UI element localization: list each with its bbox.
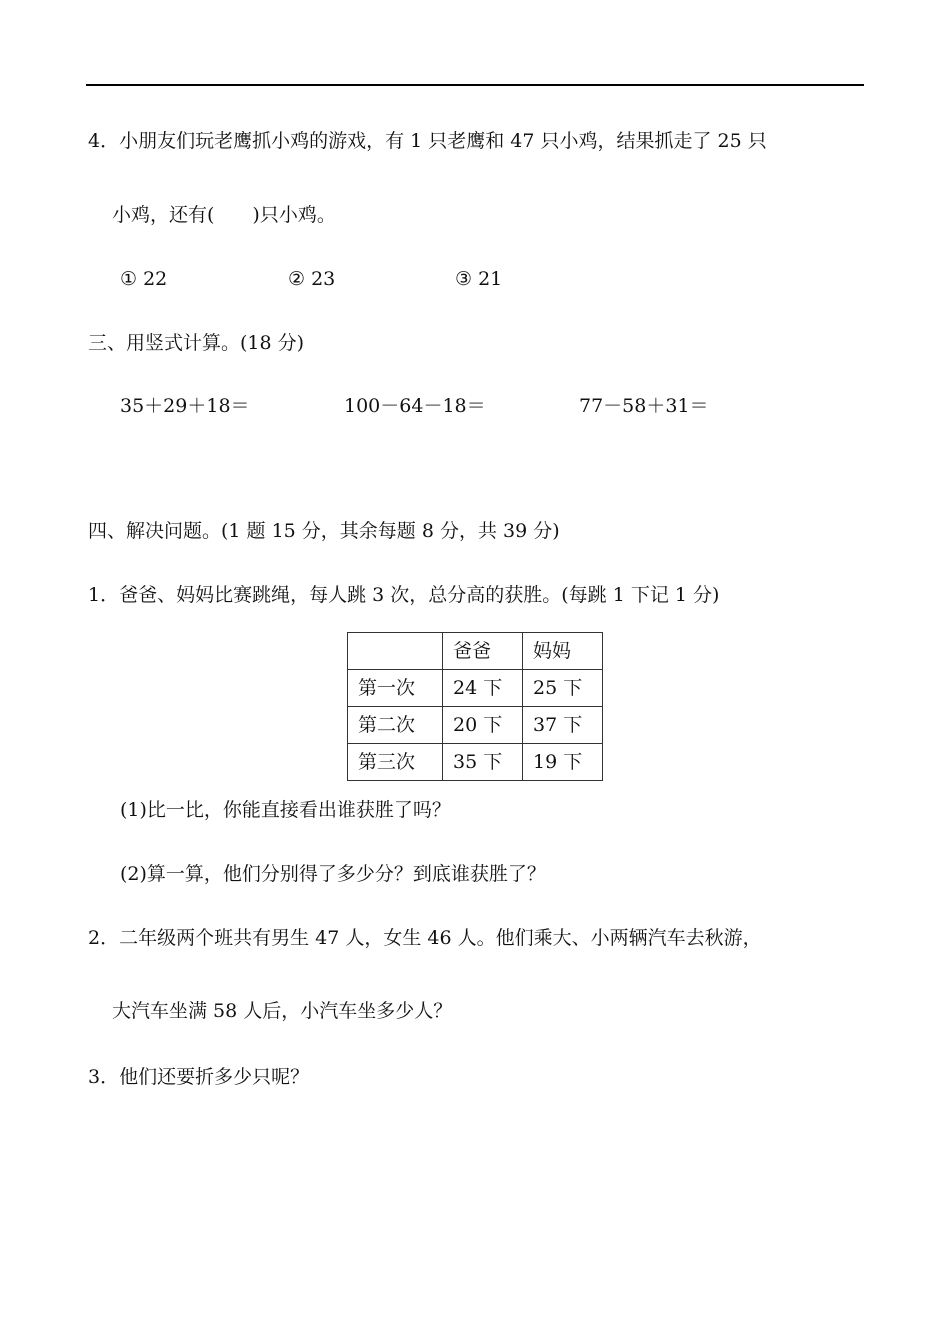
table-cell: 25 下: [523, 670, 603, 707]
table-row: [348, 670, 603, 707]
table-header-cell: 爸爸: [443, 633, 523, 670]
section4-heading: 四、解决问题。(1 题 15 分，其余每题 8 分，共 39 分): [88, 520, 560, 542]
table-cell: 24 下: [443, 670, 523, 707]
q4-option-2: ② 23: [288, 268, 336, 290]
calc-problem-1: 35＋29＋18＝: [120, 395, 250, 417]
table-header-cell: [348, 633, 443, 670]
problem1-subquestion-2: (2)算一算，他们分别得了多少分？到底谁获胜了？: [120, 863, 546, 885]
table-cell: 37 下: [523, 707, 603, 744]
section3-heading: 三、用竖式计算。(18 分): [88, 332, 305, 354]
table-cell: 19 下: [523, 744, 603, 781]
q4-option-3: ③ 21: [455, 268, 503, 290]
table-row: [348, 707, 603, 744]
calc-problem-2: 100－64－18＝: [344, 395, 486, 417]
calc-problem-3: 77－58＋31＝: [579, 395, 709, 417]
table-header-cell: 妈妈: [523, 633, 603, 670]
problem2-text-line2: 大汽车坐满 58 人后，小汽车坐多少人？: [112, 1000, 453, 1022]
q4-text-line1: 4．小朋友们玩老鹰抓小鸡的游戏，有 1 只老鹰和 47 只小鸡，结果抓走了 25 只: [88, 130, 767, 152]
top-rule: [86, 84, 864, 86]
table-row: [348, 744, 603, 781]
problem2-text-line1: 2．二年级两个班共有男生 47 人，女生 46 人。他们乘大、小两辆汽车去秋游，: [88, 927, 762, 949]
table-cell: 第三次: [348, 744, 443, 781]
q4-text-line2: 小鸡，还有( )只小鸡。: [112, 204, 336, 226]
problem3-text: 3．他们还要折多少只呢？: [88, 1066, 310, 1088]
problem1-subquestion-1: (1)比一比，你能直接看出谁获胜了吗？: [120, 799, 451, 821]
jump-rope-score-table: [347, 632, 603, 781]
q4-option-1: ① 22: [120, 268, 168, 290]
table-cell: 第一次: [348, 670, 443, 707]
table-cell: 第二次: [348, 707, 443, 744]
table-header-row: [348, 633, 603, 670]
problem1-text: 1．爸爸、妈妈比赛跳绳，每人跳 3 次，总分高的获胜。(每跳 1 下记 1 分): [88, 584, 720, 606]
table-cell: 35 下: [443, 744, 523, 781]
table-cell: 20 下: [443, 707, 523, 744]
